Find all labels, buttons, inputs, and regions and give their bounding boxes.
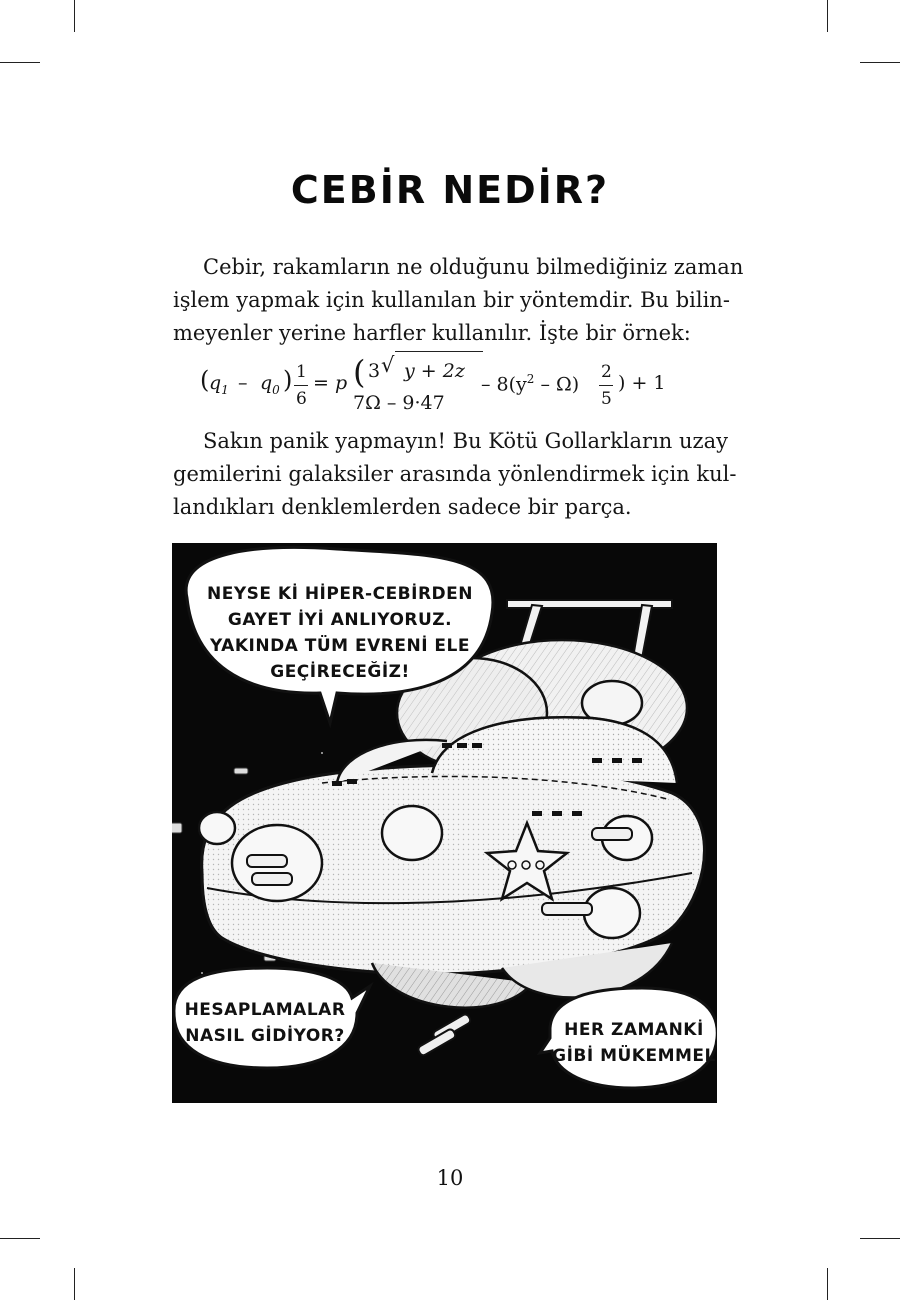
bubble-top-line: NEYSE Kİ HİPER-CEBİRDEN (206, 584, 474, 604)
intro-paragraph (173, 251, 744, 350)
outro-paragraph (173, 425, 737, 524)
root-sign: √ (381, 353, 395, 377)
text-line: gemilerini galaksiler arasında yönlendirmek için kul- (173, 462, 737, 486)
frac1-den: 6 (296, 389, 307, 409)
spaceship-illustration (172, 543, 717, 1103)
text-line: işlem yapmak için kullanılan bir yöntemdir. Bu bilin- (173, 288, 730, 312)
root-body: y + 2z (404, 360, 465, 382)
bubble-left-line: HESAPLAMALAR (184, 1000, 346, 1020)
big-den: 7Ω – 9·47 (353, 392, 445, 414)
bubble-right-line: GİBİ MÜKEMMEL (552, 1046, 716, 1066)
cartoon-panel (172, 543, 717, 1103)
page-number: 10 (436, 1166, 464, 1190)
eq-minus: – (238, 372, 248, 394)
eq-equals-p: = p (313, 372, 348, 394)
root-index: 3 (368, 360, 381, 382)
paren-close: ) (283, 366, 293, 394)
frac2-num: 2 (601, 362, 612, 382)
bubble-top-line: GAYET İYİ ANLIYORUZ. (227, 610, 453, 630)
frac1-num: 1 (296, 362, 307, 382)
equation (200, 345, 700, 425)
page-title: CEBİR NEDİR? (290, 168, 610, 212)
crop-mark (0, 1238, 40, 1239)
big-paren-open: ( (353, 353, 366, 391)
bubble-top-line: YAKINDA TÜM EVRENİ ELE (210, 636, 470, 656)
bubble-left-line: NASIL GİDİYOR? (185, 1026, 345, 1046)
root-bar (395, 351, 483, 352)
frac1-bar (294, 385, 308, 386)
text-line: meyenler yerine harfler kullanılır. İşte bir örnek: (173, 321, 691, 345)
eq-q0: $q_0$ (260, 372, 280, 397)
crop-mark (827, 0, 828, 32)
crop-mark (74, 0, 75, 32)
eq-middle: – $8(y^2 - \Omega)$ (481, 372, 580, 396)
frac2-den: 5 (601, 389, 612, 409)
bubble-top-line: GEÇİRECEĞİZ! (270, 662, 410, 682)
crop-mark (860, 1238, 900, 1239)
text-line: landıkları denklemlerden sadece bir parça. (173, 495, 632, 519)
crop-mark (827, 1268, 828, 1300)
crop-mark (0, 62, 40, 63)
crop-mark (74, 1268, 75, 1300)
text-line: Sakın panik yapmayın! Bu Kötü Gollarkların uzay (203, 429, 728, 453)
paren-open: ( (200, 366, 210, 394)
frac2-bar (599, 385, 613, 386)
eq-q1: $q_1$ (209, 372, 229, 397)
text-line: Cebir, rakamların ne olduğunu bilmediğiniz zaman (203, 255, 744, 279)
speech-bubble-right (540, 988, 717, 1088)
bubble-right-line: HER ZAMANKİ (564, 1020, 704, 1040)
eq-tail: ) + 1 (618, 372, 666, 394)
crop-mark (860, 62, 900, 63)
